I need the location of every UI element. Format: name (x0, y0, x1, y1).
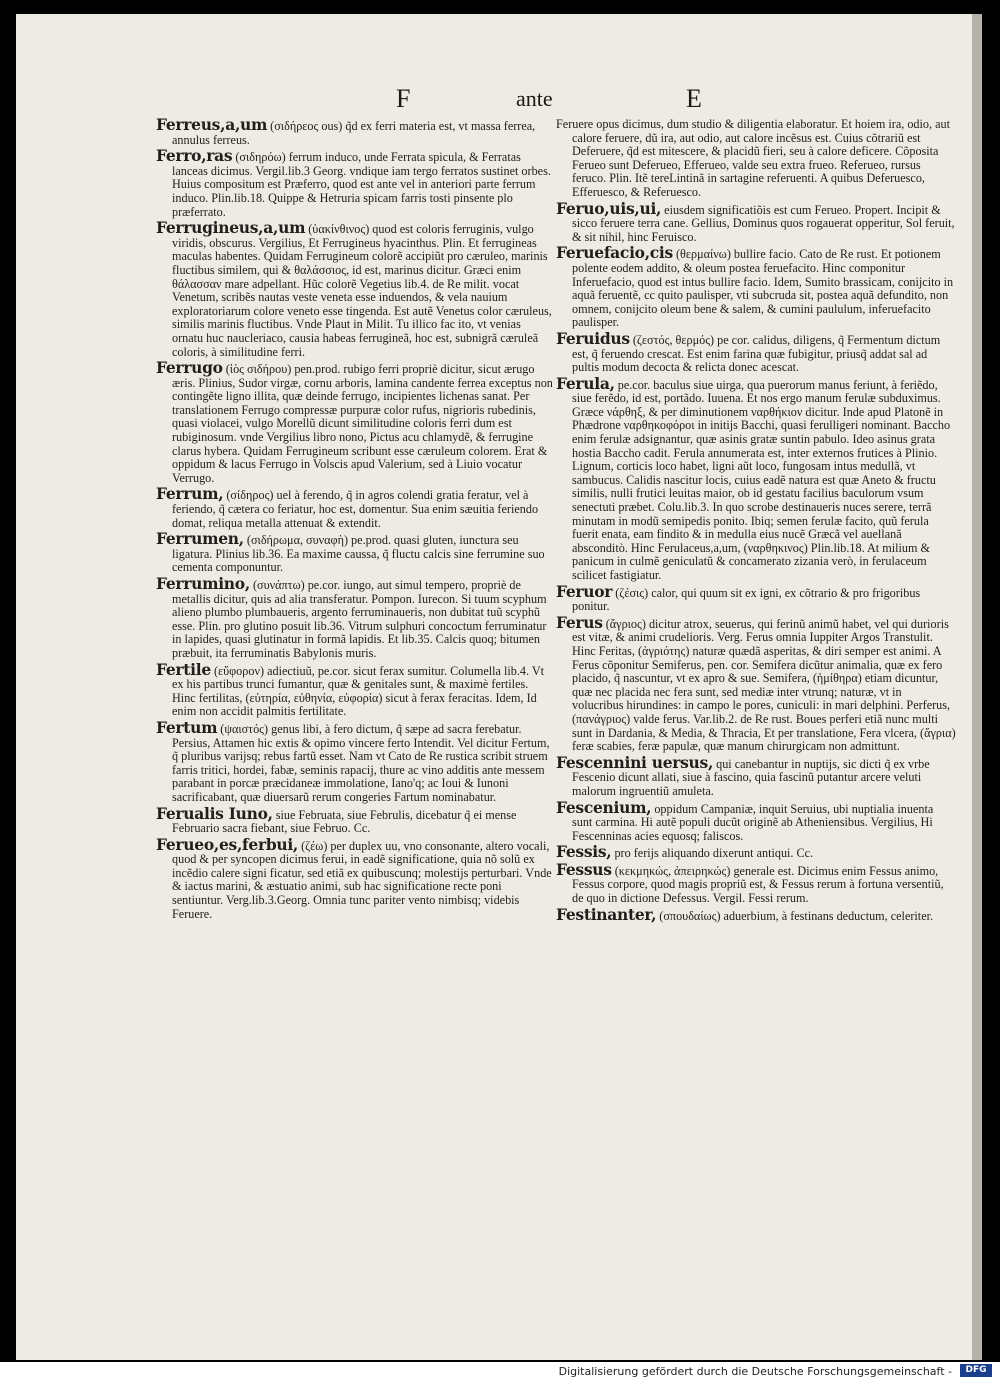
entry-text: pro ferijs aliquando dixerunt antiqui. Cc. (614, 846, 814, 861)
entry-text: qui canebantur in nuptijs, sic dicti q̃ ex vrbe Fescenio dicunt allati, siue à fascino, quia fascinũ putantur arcere veluti malorum ingruentiũ amuleta. (572, 756, 930, 798)
entry-text: (σιδήρωμα, συναφὴ) pe.prod. quasi gluten, iunctura seu ligatura. Plinius lib.36. Ea maxime caussa, q̃ fluctu calcis sine ferrumine suo cementa componuntur. (172, 533, 545, 575)
entry-text: (ὑακίνθινος) quod est coloris ferruginis, vulgo viridis, obscurus. Vergilius, Et Ferrugineus hyacinthus. Plin. Et ferrugineas maculas habentes. Quidam Ferrugineum colorẽ accipiũt pro cæruleo, marinis fluctibus similem, qui & θαλάσσιος, id est, marinus dicitur. Græci enim θάλασσαν mare adpellant. Hũc colorẽ Vegetius lib.4. de Re milit. vocat Venetum, scribẽs nautas veste veneta esse induendos, & vela nauium exploratoriarum colore veneto esse tingenda. Est autẽ Venetus color cæruleus, similis marinis fluctibus. Vnde Plaut in Milit. Tu illico fac ito, vt venias ornatu huc naucleriaco, causia habeas ferrugineã, hoc est, subnigrã cæruleã coloris, à similitudine ferri. (172, 222, 552, 359)
entry-text: (σπουδαίως) aduerbium, à festinans deductum, celeriter. (659, 908, 934, 923)
entry-text: (κεκμηκώς, ἀπειρηκώς) generale est. Dicimus enim Fessus animo, Fessus corpore, quod magis propriũ est, & Fessus rerum à fortuna versentiũ, de quo in dictione Defessus. Vergil. Fessi rerum. (572, 863, 944, 906)
entry-headword: Ferreus,a,um (156, 115, 268, 134)
entry-headword: Ferrum, (156, 484, 224, 504)
right-column (556, 118, 956, 925)
entry-headword: Ferus (556, 612, 603, 632)
entry-text: (σίδηρος) uel à ferendo, q̃ in agros colendi gratia feratur, vel à feriendo, q̃ cætera co feriatur, hoc est, domentur. Sua enim sæuitia feriendo domat, reliqua metalla attenuat & extendit. (172, 488, 539, 530)
dictionary-entry (556, 612, 956, 754)
dictionary-entry (156, 218, 554, 359)
entry-headword: Ferueo,es,ferbui, (156, 834, 299, 854)
dictionary-entry (156, 659, 554, 719)
entry-text: Feruere opus dicimus, dum studio & diligentia elaboratur. Et hoiem ira, odio, aut calore feruere, dũ ira, aut odio, aut calore incẽsus est. Cuius cõtrariũ est Deferuere, q̃d est mitescere, & placidũ fieri, seu à calore deficere. Cõposita Ferueo sunt Deferueo, Efferueo, valde seu extra frueo. Referueo, rursus feruco. Plin. Itẽ tereLintinã in sartagine referuenti. A quibus Deferuesco, Efferuesco, & Referuesco. (556, 117, 950, 199)
header-right-letter: E (686, 84, 702, 113)
entry-text: (σιδήρεος ous) q̃d ex ferri materia est, vt massa ferrea, annulus ferreus. (172, 119, 536, 147)
header-left-letter: F (396, 84, 411, 113)
entry-headword: Feruor (556, 581, 613, 601)
entry-headword: Fessus (556, 859, 612, 879)
entry-text: (ζέω) per duplex uu, vno consonante, altero vocali, quod & per syncopen dicimus ferui, in eadẽ significatione, quia nõ solũ ex incẽdio calere signi ficatur, sed etiã ex quibuscunq; molestijs perturbari. Vnde & iactus marini, & æstuatio animi, sub hac significatione recte poni sentiuntur. Verg.lib.3.Georg. Omnia tunc pariter vento nimbisq; videbis Feruere. (172, 838, 552, 921)
entry-text: (ζεστός, θερμός) pe cor. calidus, diligens, q̃ Fermentum dictum est, q̃ feruendo crescat. Est enim farina quæ fubigitur, priusq̃ addat sal ad pultis modum decocta & relicta donec acescat. (572, 332, 941, 375)
entry-text: (εὔφορον) adiectiuũ, pe.cor. sicut ferax sumitur. Columella lib.4. Vt ex his partibus trunci fumantur, quæ & genitales sunt, & maximè fertiles. Hinc fertilitas, (εὐτηρία, εὐθηνία, εὐφορία) sicut à ferax feracitas. Idem, Id enim non accidit palmitis fertilitate. (172, 663, 545, 719)
entry-headword: Ferro,ras (156, 146, 233, 166)
dictionary-entry (156, 115, 554, 147)
entry-headword: Fertile (156, 659, 211, 679)
entry-headword: Ferrugineus,a,um (156, 218, 306, 238)
page-header (16, 84, 972, 114)
entry-headword: Ferualis Iuno, (156, 803, 273, 823)
entry-text: (ἰὸς σιδήρου) pen.prod. rubigo ferri propriè dicitur, sicut ærugo æris. Plinius, Sudor virgæ, cornu arboris, lamina candente ferrea exceptus non contingẽte ligno illita, quæ deinde ferrugo, incipientes lichenas sanat. Per translationem Ferrugo compressæ purpuræ color rufus, nigrioris rubedinis, quasi violacei, vulgo Morellũ dicunt similitudine coloris ferri dum est rubiginosum. vnde Vergilius libro nono, Pictus acu chlamydẽ, & ferrugine clarus hybera. Quidam Ferrugineum scribunt esse cæruleum colorem. Erat & oppidum & lacus Ferrugo in Volscis apud Valerium, sed à Liuio vocatur Verrugo. (172, 362, 553, 485)
dictionary-entry (556, 373, 956, 583)
dictionary-entry (156, 717, 554, 805)
dictionary-entry (156, 803, 554, 836)
dictionary-entry (156, 834, 554, 922)
entry-text: (συνάπτω) pe.cor. iungo, aut simul tempero, propriè de metallis dicitur, quis ad alia transferatur. Pompon. Iurecon. Si tuum scyphum alieno plumbo plumbaueris, argento ferruminaueris, non dubitat tuũ scyphũ esse. Plin. pro glutino posuit lib.36. Vitrum sulphuri concoctum ferruminatur in lapides, quasi glutinatur in formã lapidis. Et lib.35. Calcis quoq; bitumen præbuit, ita ferruminatis Babylonis muris. (172, 578, 547, 660)
entry-headword: Feruo,uis,ui, (556, 198, 662, 218)
entry-headword: Fessis, (556, 842, 612, 862)
dictionary-entry (156, 574, 554, 661)
entry-headword: Fertum (156, 717, 218, 737)
entry-text: (θερμαίνω) bullire facio. Cato de Re rust. Et potionem polente eodem addito, & oleum postea feruefacito. Hinc componitur Inferuefacio, quod est intus bullire facio. Idem, Sumito brassicam, conijcito in aquã feruentẽ, cc quito paulisper, vti subcruda sit, postea aquã defundito, non omnem, conijcito oleum bene & salem, & cumini paululum, inferuefacito paulisper. (572, 247, 954, 330)
dictionary-entry (556, 118, 956, 200)
entry-text: pe.cor. baculus siue uirga, qua puerorum manus feriunt, à feriẽdo, siue ferẽdo, id est, portãdo. Iuuena. Et nos ergo manum ferulæ subduximus. Græce νάρθηξ, & per diminutionem ναρθήκιον dicitur. Inde apud Platonẽ in Phædrone ναρθηκοφόροι in initijs Bacchi, quasi ferulligeri nominant. Baccho enim ferulæ adsignantur, quæ asinis gratæ suntin pabulo. Ideo asinus grata hostia Baccho cadit. Ferula annumerata est, inter externos frutices à Plinio. Lignum, corticis loco habet, ligni aũt loco, fungosam intus medullã, vt sambucus. Calidis nascitur locis, cuius eadẽ natura est quæ Aneto & fructu similis, nulli frutici leuitas maior, ob id gestatu facilius baculorum vsum senectuti præbet. Colu.lib.3. In quo scrobe destinaueris nuces serere, terrã minutam in modũ semipedis ponito. Ibiq; semen ferulæ facito, quũ ferula fuerit enata, eam findito & in medulla eius nucẽ Græcã vel auellanã absconditò. Hinc Ferulaceus,a,um, (ναρθηκινος) Plin.lib.18. At milium & panicum in culmẽ geniculatũ & concamerato zizania verò, in ferulaceum scilicet fastigiatur. (572, 377, 951, 582)
dictionary-entry (156, 484, 554, 530)
entry-headword: Feruidus (556, 328, 630, 348)
entry-headword: Ferrugo (156, 358, 223, 378)
page-edge (972, 14, 982, 1360)
entry-headword: Ferrumino, (156, 574, 250, 593)
dictionary-entry (156, 529, 554, 575)
dfg-logo: DFG (960, 1364, 992, 1377)
entry-text: oppidum Campaniæ, inquit Seruius, ubi nuptialia inuenta sunt carmina. Hi autẽ populi ducũt originẽ ab Atheniensibus. Vergilius, Hi Fescenninas acies equosq; faliscos. (572, 801, 934, 843)
dictionary-entry (556, 328, 956, 375)
dictionary-entry (156, 358, 554, 485)
entry-text: eiusdem significatiõis est cum Ferueo. Propert. Incipit & sicco feruere terra cane. Gellius, Dominus quos rogauerat opperitur, Sol feruit, & sit nihil, hinc Feruisco. (572, 202, 955, 244)
dictionary-entry (556, 581, 956, 614)
dictionary-entry (556, 198, 956, 245)
footer-credit-text: Digitalisierung gefördert durch die Deutsche Forschungsgemeinschaft - (558, 1365, 952, 1378)
entry-text: siue Februata, siue Februlis, dicebatur q̃ ei mense Februario sacra fiebant, siue Februo. Cc. (172, 807, 517, 836)
book-page (16, 14, 972, 1360)
entry-headword: Festinanter, (556, 904, 657, 924)
left-column (156, 115, 554, 923)
entry-text: (σιδηρόω) ferrum induco, unde Ferrata spicula, & Ferratas lanceas dicimus. Vergil.lib.3 Georg. vndique iam tergo ferratos sustinet orbes. Huius compositum est Præferro, quod est ante vel in anteriori parte ferrum induco. Plin.lib.18. Quippe & Hetruria spicam farris tosti pinsente plo præferrato. (172, 150, 551, 219)
digitization-footer (0, 1362, 1000, 1380)
dictionary-entry (556, 904, 956, 924)
header-middle-word: ante (516, 86, 553, 111)
entry-text: (ψαιστός) genus libi, à fero dictum, q̃ sæpe ad sacra ferebatur. Persius, Attamen hic extis & opimo vincere ferto Intendit. Vel dicitur Fertum, q̃ pluribus varijsq; rebus fartũ esset. Nam vt Cato de Re rustica scribit struem farris tritici, hordei, fabæ, seminis rapacij, thure ac vino additis ante messem parabant in porcæ præcidaneæ immolatione, Iano'q; ac Ioui & Iunoni sacrificabant, quæ diuersarũ rerum congeries Fartum nominabatur. (172, 721, 550, 804)
entry-headword: Ferrumen, (156, 529, 244, 549)
entry-text: (ἄγριος) dicitur atrox, seuerus, qui ferinũ animũ habet, vel qui durioris est vitæ, & animi crudelioris. Verg. Ferus omnia Iuppiter Argos Transtulit. Hinc Feritas, (ἀγριότης) naturæ quædã asperitas, & diri semper est animi. A Ferus cõponitur Semiferus, pen. cor. Semifera dicũtur animalia, quæ ex fero placido, q̃ nascuntur, vt ex apro & sue. Semifera, (ἡμίθηρα) etiam dicuntur, quæ nec placida nec fera sunt, sed mediæ inter vtrunq; naturæ, vt in volucribus hirundines: in campo le pores, cuniculi: in mari delphini. Perferus, (πανάγριος) valde ferus. Var.lib.2. de Re rust. Boues perferi etiã nunc multi sunt in Dardania, & Media, & Thracia, Et per translatione, Fera vlcera, (ἄγρια) feræ scabies, feræ papulæ, quæ manum chirurgicam non admittunt. (572, 616, 956, 754)
entry-headword: Ferula, (556, 373, 615, 393)
dictionary-entry (156, 146, 554, 219)
entry-headword: Feruefacio,cis (556, 243, 673, 263)
dictionary-entry (556, 243, 956, 330)
dictionary-entry (556, 859, 956, 906)
entry-text: (ζέσις) calor, qui quum sit ex igni, ex cõtrario & pro frigoribus ponitur. (572, 585, 921, 614)
dictionary-entry (556, 842, 956, 862)
entry-headword: Fescenium, (556, 797, 652, 817)
entry-headword: Fescennini uersus, (556, 752, 714, 772)
dictionary-entry (556, 797, 956, 844)
dictionary-entry (556, 752, 956, 799)
scanned-page-scan (16, 14, 982, 1360)
